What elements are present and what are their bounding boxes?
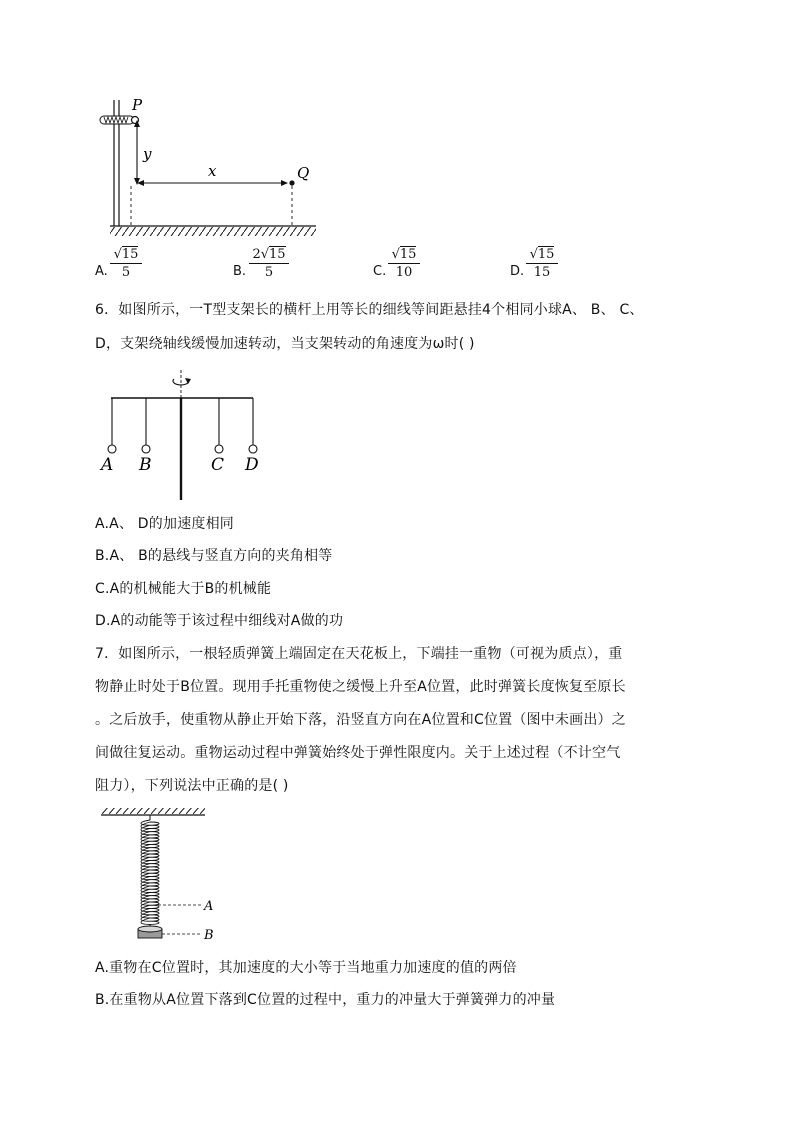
label-q: Q (297, 164, 310, 182)
spring-figure (95, 806, 235, 948)
label-y: y (143, 145, 152, 163)
ball-label-c: C (211, 455, 225, 475)
q6-option-d[interactable]: D.A的动能等于该过程中细线对A做的功 (95, 613, 344, 629)
ball-label-a: A (101, 455, 114, 475)
ball-label-b: B (139, 455, 152, 475)
q7-stem-line-5: 阻力），下列说法中正确的是( ) (95, 778, 289, 794)
position-label-a: A (204, 899, 214, 914)
projectile-figure (90, 92, 330, 238)
option-fraction: $\frac{√15}{10}$ (388, 247, 420, 281)
option-fraction: $\frac{√15}{5}$ (110, 247, 142, 281)
q6-stem-line-1: 6．如图所示，一T型支架长的横杆上用等长的细线等间距悬挂4个相同小球A、 B、 C、 (95, 302, 644, 318)
t-frame-figure (95, 368, 275, 502)
q7-stem-line-2: 物静止时处于B位置。现用手托重物使之缓慢上升至A位置，此时弹簧长度恢复至原长 (95, 679, 626, 695)
label-x: x (208, 162, 217, 180)
q7-option-a[interactable]: A.重物在C位置时，其加速度的大小等于当地重力加速度的值的两倍 (95, 960, 517, 976)
q6-option-a[interactable]: A.A、 D的加速度相同 (95, 516, 234, 532)
q7-stem-line-1: 7．如图所示，一根轻质弹簧上端固定在天花板上，下端挂一重物（可视为质点），重 (95, 646, 623, 662)
q7-stem-line-3: 。之后放手，使重物从静止开始下落，沿竖直方向在A位置和C位置（图中未画出）之 (95, 712, 626, 728)
q6-stem-line-2: D，支架绕轴线缓慢加速转动，当支架转动的角速度为ω时( ) (95, 336, 475, 352)
label-p: P (132, 96, 143, 114)
option-label: B. (233, 264, 247, 279)
option-fraction: $\frac{√15}{15}$ (526, 247, 558, 281)
position-label-b: B (204, 928, 214, 943)
option-label: C. (373, 264, 387, 279)
option-label: A. (95, 264, 108, 279)
option-fraction: $\frac{2√15}{5}$ (249, 247, 289, 281)
q6-option-b[interactable]: B.A、 B的悬线与竖直方向的夹角相等 (95, 548, 333, 564)
q6-option-c[interactable]: C.A的机械能大于B的机械能 (95, 581, 272, 597)
q7-option-b[interactable]: B.在重物从A位置下落到C位置的过程中，重力的冲量大于弹簧弹力的冲量 (95, 992, 556, 1008)
ball-label-d: D (245, 455, 259, 475)
q7-stem-line-4: 间做往复运动。重物运动过程中弹簧始终处于弹性限度内。关于上述过程（不计空气 (95, 745, 621, 761)
option-label: D. (510, 264, 525, 279)
